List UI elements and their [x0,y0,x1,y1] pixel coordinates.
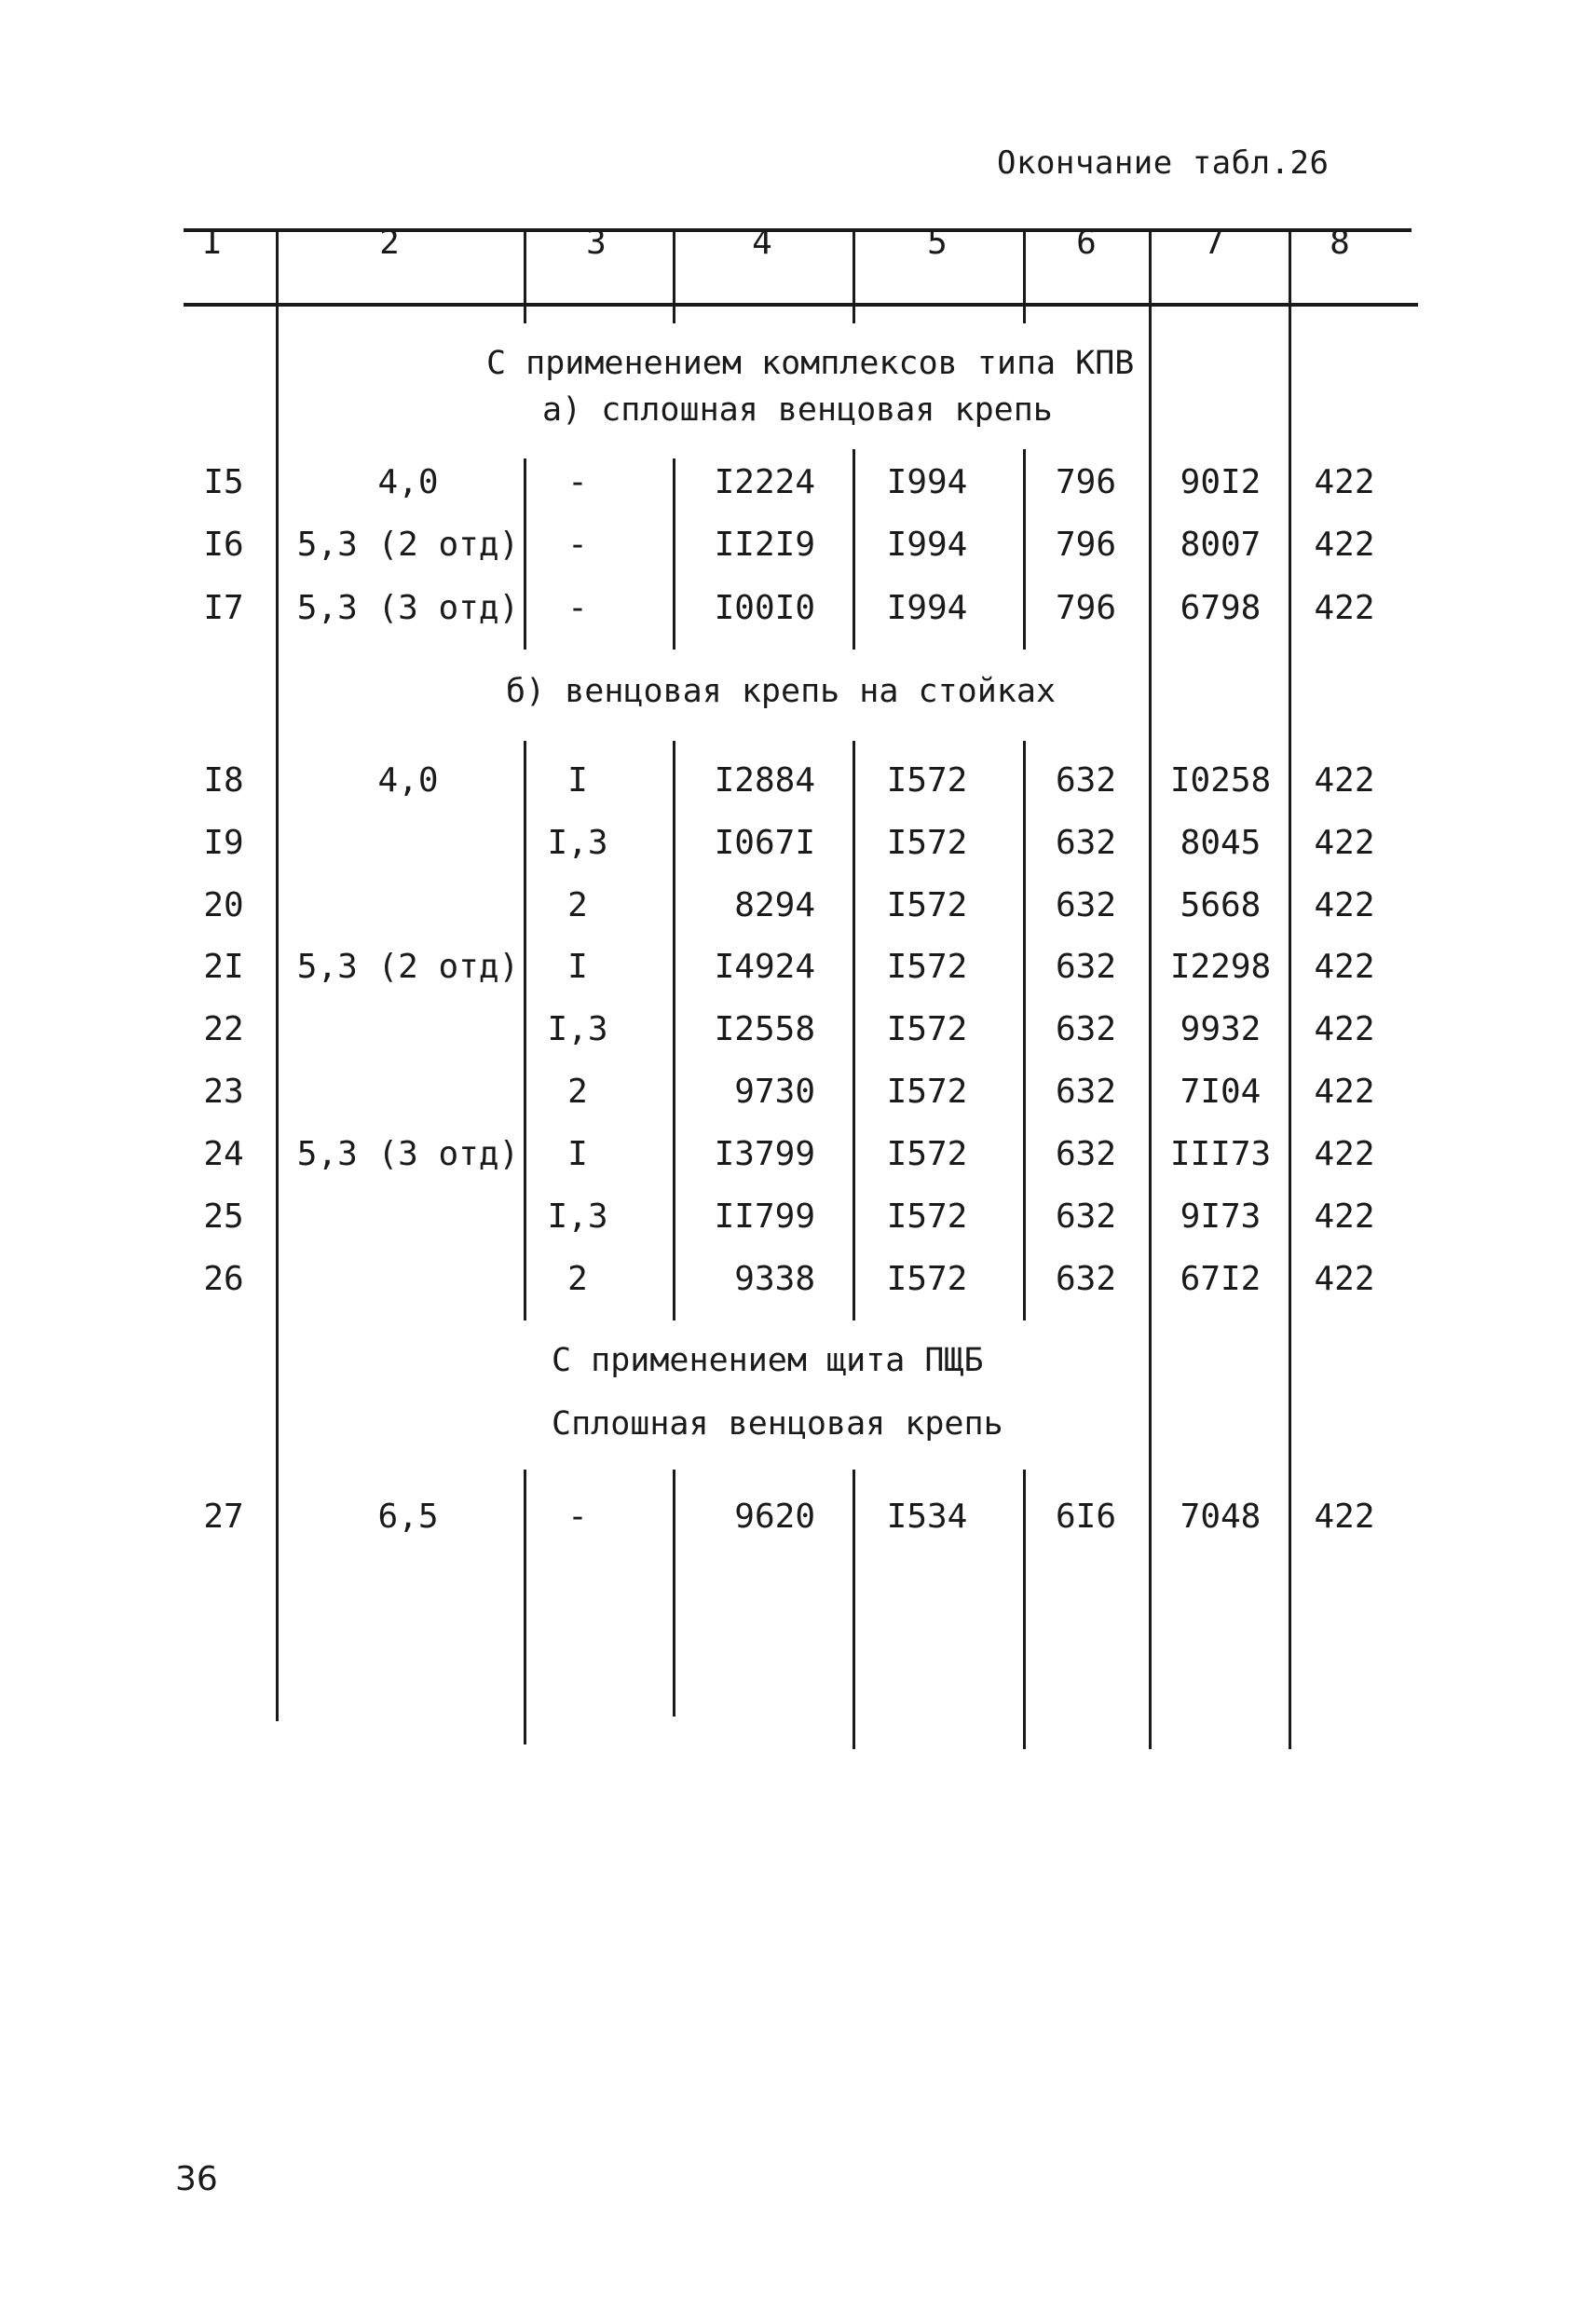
table-cell-col-8: 422 [1314,589,1375,627]
header-divider [1289,230,1291,310]
table-cell-col-4: I067I [714,824,815,862]
table-cell-col-3: - [567,526,588,564]
table-cell-col-5: I572 [886,761,968,800]
table-cell-col-4: 9620 [734,1498,815,1536]
header-divider [1023,230,1026,310]
column-line-5 [1023,449,1026,650]
table-cell-col-5: I572 [886,1197,968,1236]
table-cell-col-3: I,3 [547,824,608,862]
table-cell-col-5: I572 [886,1260,968,1298]
table-cell-col-5: I994 [886,589,968,627]
table-cell-col-1: I9 [203,824,244,862]
table-cell-col-1: 27 [203,1498,244,1536]
table-cell-col-6: 632 [1055,1197,1117,1236]
table-cell-col-4: I3799 [714,1135,815,1173]
table-cell-col-5: I534 [886,1498,968,1536]
table-cell-col-5: I572 [886,1010,968,1048]
column-line-5 [1023,1470,1026,1749]
table-cell-col-7: 90I2 [1180,463,1262,501]
column-line-5 [1023,741,1026,1320]
table-cell-col-3: - [567,589,588,627]
section-heading-kpv: С применением комплексов типа КПВ [486,345,1135,382]
table-cell-col-3: I [567,1135,588,1173]
table-cell-col-8: 422 [1314,1073,1375,1111]
table-cell-col-8: 422 [1314,526,1375,564]
table-cell-col-6: 632 [1055,1010,1117,1048]
header-divider [1149,230,1152,310]
column-line-2 [524,458,526,650]
table-cell-col-4: I2224 [714,463,815,501]
table-cell-col-4: 9338 [734,1260,815,1298]
table-cell-col-7: 8007 [1180,526,1262,564]
table-cell-col-1: I8 [203,761,244,800]
table-cell-col-7: III73 [1169,1135,1272,1173]
column-line-1 [276,305,279,1721]
table-cell-col-2: 5,3 (3 отд) [296,1135,520,1173]
column-line-4 [853,741,855,1320]
table-cell-col-6: 632 [1055,1073,1117,1111]
table-cell-col-7: 67I2 [1180,1260,1262,1298]
table-caption: Окончание табл.26 [997,144,1330,182]
table-cell-col-3: I [567,948,588,986]
table-cell-col-5: I994 [886,526,968,564]
table-cell-col-4: 9730 [734,1073,815,1111]
table-cell-col-7: 7I04 [1180,1073,1262,1111]
column-line-3 [673,741,675,1320]
table-cell-col-3: 2 [567,1073,588,1111]
table-cell-col-7: 5668 [1180,886,1262,924]
table-cell-col-8: 422 [1314,824,1375,862]
section-heading-pshchb: С применением щита ПЩБ [552,1342,984,1379]
table-cell-col-5: I994 [886,463,968,501]
table-cell-col-8: 422 [1314,1498,1375,1536]
table-cell-col-6: 632 [1055,948,1117,986]
table-cell-col-4: I00I0 [714,589,815,627]
table-cell-col-6: 632 [1055,824,1117,862]
table-cell-col-4: 8294 [734,886,815,924]
table-cell-col-8: 422 [1314,463,1375,501]
table-cell-col-1: 26 [203,1260,244,1298]
table-cell-col-2: 5,3 (2 отд) [296,526,520,564]
col-header-4: 4 [752,224,772,262]
column-line-3 [673,1470,675,1717]
table-cell-col-8: 422 [1314,1135,1375,1173]
table-cell-col-6: 6I6 [1055,1498,1117,1536]
table-cell-col-1: 20 [203,886,244,924]
column-line-4 [853,449,855,650]
table-cell-col-2: 5,3 (3 отд) [296,589,520,627]
table-cell-col-5: I572 [886,1073,968,1111]
header-divider [276,230,279,310]
table-cell-col-1: I6 [203,526,244,564]
table-cell-col-8: 422 [1314,1197,1375,1236]
table-cell-col-7: 9932 [1180,1010,1262,1048]
table-cell-col-1: I7 [203,589,244,627]
section-subheading-b: б) венцовая крепь на стойках [506,673,1057,710]
table-cell-col-3: - [567,1498,588,1536]
table-cell-col-3: 2 [567,1260,588,1298]
header-tick [524,305,526,323]
table-cell-col-6: 796 [1055,526,1117,564]
table-cell-col-5: I572 [886,886,968,924]
table-cell-col-5: I572 [886,824,968,862]
table-cell-col-2: 4,0 [377,761,439,800]
table-cell-col-3: I,3 [547,1010,608,1048]
table-cell-col-6: 632 [1055,1260,1117,1298]
header-divider [524,230,526,310]
table-cell-col-7: 6798 [1180,589,1262,627]
table-cell-col-4: I4924 [714,948,815,986]
header-divider [673,230,675,310]
table-cell-col-7: 9I73 [1180,1197,1262,1236]
column-line-2 [524,741,526,1320]
table-cell-col-1: 24 [203,1135,244,1173]
column-line-7 [1289,305,1291,1749]
section-subheading-a: а) сплошная венцовая крепь [542,391,1053,429]
section-subheading-pshchb: Сплошная венцовая крепь [552,1405,1003,1443]
table-cell-col-6: 632 [1055,761,1117,800]
table-cell-col-6: 796 [1055,463,1117,501]
col-header-7: 7 [1204,224,1224,262]
page-number: 36 [175,2160,218,2198]
table-cell-col-3: I,3 [547,1197,608,1236]
table-cell-col-7: I2298 [1169,948,1272,986]
column-line-4 [853,1470,855,1749]
table-cell-col-4: I2558 [714,1010,815,1048]
table-cell-col-8: 422 [1314,1260,1375,1298]
col-header-5: 5 [927,224,948,262]
col-header-1: I [202,224,223,262]
table-cell-col-2: 5,3 (2 отд) [296,948,520,986]
table-cell-col-4: II2I9 [714,526,815,564]
table-cell-col-2: 6,5 [377,1498,439,1536]
table-cell-col-7: 7048 [1180,1498,1262,1536]
table-cell-col-3: 2 [567,886,588,924]
col-header-6: 6 [1076,224,1097,262]
table-cell-col-1: I5 [203,463,244,501]
table-cell-col-8: 422 [1314,1010,1375,1048]
col-header-2: 2 [379,224,400,262]
column-line-2 [524,1470,526,1744]
table-cell-col-3: - [567,463,588,501]
table-cell-col-5: I572 [886,1135,968,1173]
table-cell-col-2: 4,0 [377,463,439,501]
table-cell-col-6: 632 [1055,886,1117,924]
col-header-8: 8 [1330,224,1350,262]
header-tick [1023,305,1026,323]
header-divider [853,230,855,310]
table-cell-col-8: 422 [1314,761,1375,800]
table-cell-col-8: 422 [1314,948,1375,986]
header-bottom-rule [184,303,1418,307]
table-cell-col-3: I [567,761,588,800]
table-cell-col-6: 796 [1055,589,1117,627]
table-cell-col-5: I572 [886,948,968,986]
column-line-3 [673,458,675,650]
col-header-3: 3 [586,224,607,262]
table-cell-col-8: 422 [1314,886,1375,924]
table-cell-col-1: 23 [203,1073,244,1111]
table-cell-col-1: 22 [203,1010,244,1048]
table-cell-col-6: 632 [1055,1135,1117,1173]
column-line-6 [1149,305,1152,1749]
header-tick [673,305,675,323]
table-cell-col-7: I0258 [1169,761,1272,800]
table-cell-col-4: II799 [714,1197,815,1236]
header-tick [853,305,855,323]
table-cell-col-1: 2I [203,948,244,986]
table-cell-col-1: 25 [203,1197,244,1236]
table-cell-col-7: 8045 [1180,824,1262,862]
table-cell-col-4: I2884 [714,761,815,800]
